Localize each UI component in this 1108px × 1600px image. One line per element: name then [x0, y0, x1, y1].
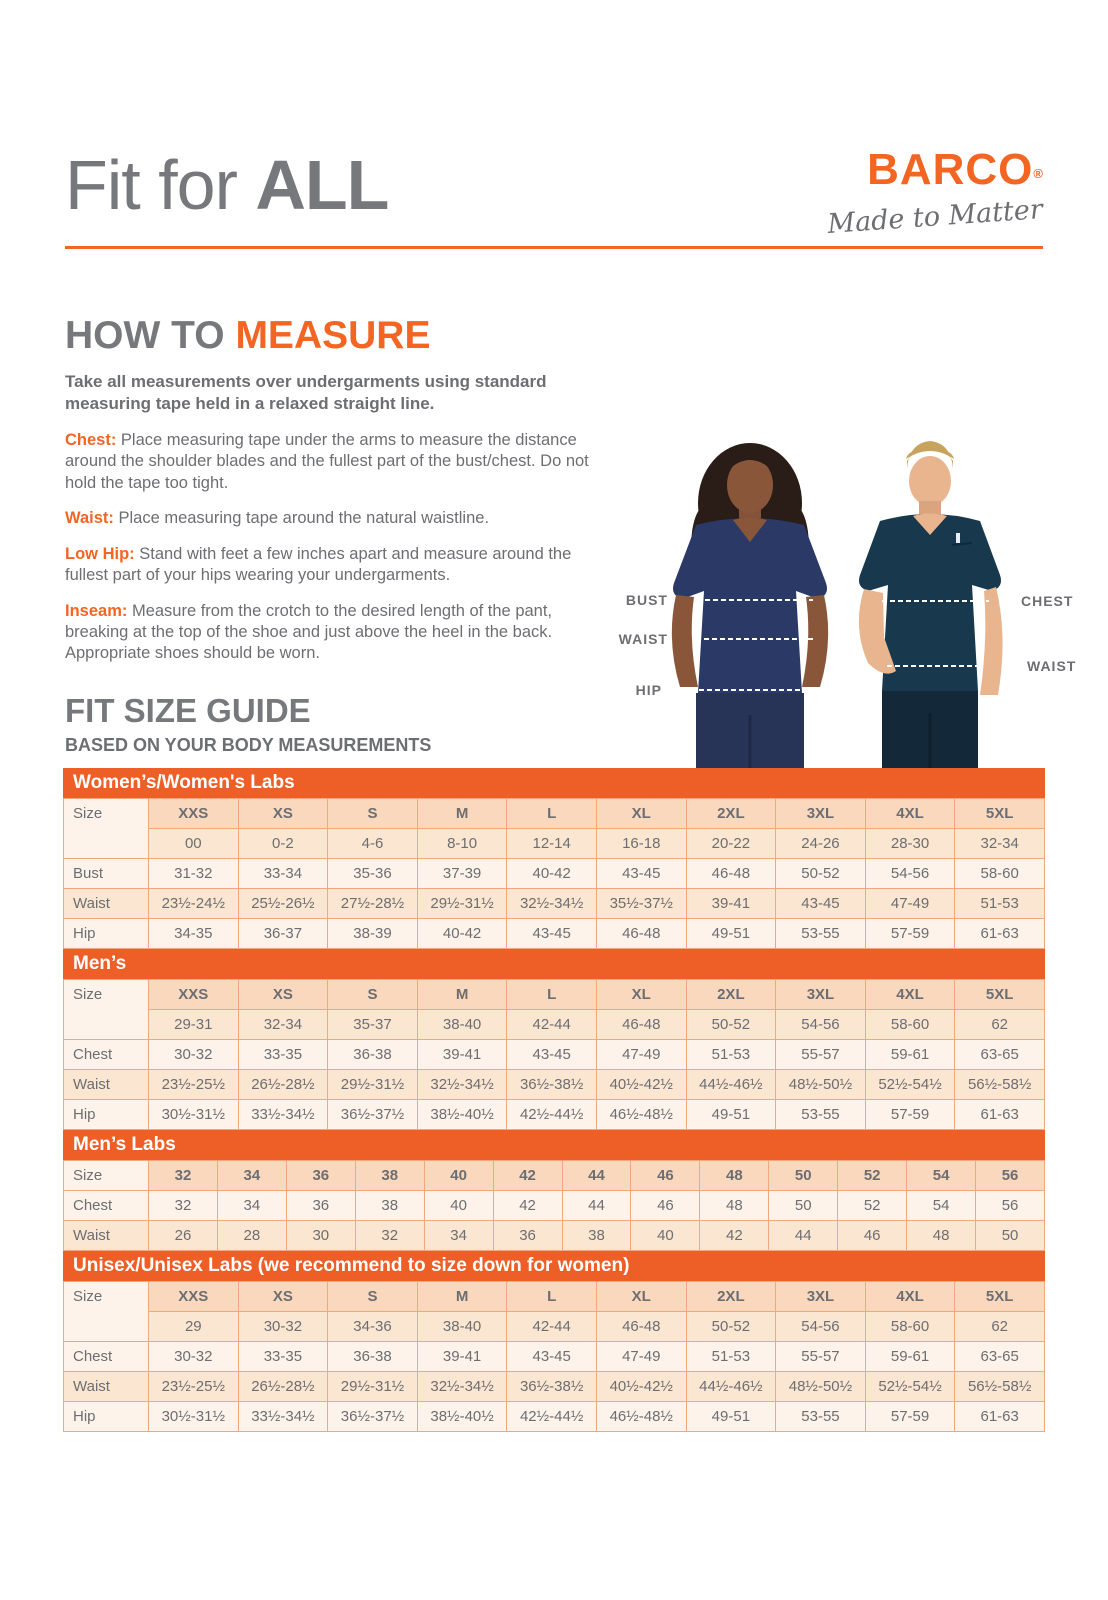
size-value-cell: 40	[424, 1191, 493, 1221]
waist-left-label: WAIST	[618, 631, 668, 647]
woman-scrub-top	[673, 518, 827, 693]
size-value-cell: 46	[631, 1191, 700, 1221]
size-value-cell: 36	[493, 1221, 562, 1251]
models-illustration	[600, 425, 1108, 769]
heading-orange-part: MEASURE	[235, 314, 431, 357]
size-value-cell: 62	[955, 1312, 1045, 1342]
size-value-cell: 28-30	[865, 829, 955, 859]
bust-label: BUST	[625, 592, 668, 608]
size-value-cell: 29-31	[149, 1010, 239, 1040]
size-value-cell: 53-55	[776, 1402, 866, 1432]
size-column-header: 2XL	[686, 980, 776, 1010]
size-value-cell: 29	[149, 1312, 239, 1342]
row-label-cell: Hip	[64, 919, 149, 949]
measure-item-text: Place measuring tape under the arms to measure the distance around the shoulder blades and the fullest part of the bust/chest. Do not hold the tape too tight.	[65, 430, 589, 492]
table-row	[64, 889, 1045, 919]
size-column-header: 3XL	[776, 980, 866, 1010]
size-value-cell: 39-41	[686, 889, 776, 919]
size-value-cell: 48	[700, 1191, 769, 1221]
size-value-cell: 44	[562, 1191, 631, 1221]
size-value-cell: 35½-37½	[596, 889, 686, 919]
page-title-light: Fit for	[65, 146, 256, 224]
size-value-cell: 56½-58½	[955, 1070, 1045, 1100]
brand-logo	[826, 145, 1045, 241]
measure-item-text: Measure from the crotch to the desired length of the pant, breaking at the top of the shoe and just above the heel in the back. Appropriate shoes should be worn.	[65, 601, 553, 663]
size-value-cell: 57-59	[865, 1402, 955, 1432]
size-value-cell: 36-38	[328, 1040, 418, 1070]
measure-intro: Take all measurements over undergarments using standard measuring tape held in a relaxed straight line.	[65, 372, 547, 414]
table-row	[64, 1372, 1045, 1402]
size-column-header: 50	[769, 1161, 838, 1191]
size-column-header: XS	[238, 799, 328, 829]
size-value-cell: 42	[493, 1191, 562, 1221]
size-value-cell: 43-45	[596, 859, 686, 889]
masthead	[65, 145, 1045, 244]
size-column-header: L	[507, 980, 597, 1010]
size-value-cell: 50	[769, 1191, 838, 1221]
size-value-cell: 52½-54½	[865, 1070, 955, 1100]
brand-name-row	[827, 145, 1043, 194]
size-column-header: 5XL	[955, 1282, 1045, 1312]
row-label-header: Size	[64, 799, 149, 859]
guide-subtitle: BASED ON YOUR BODY MEASUREMENTS	[65, 735, 432, 755]
size-column-header: 4XL	[865, 1282, 955, 1312]
size-value-cell: 59-61	[865, 1342, 955, 1372]
how-to-measure-heading	[65, 316, 625, 355]
size-column-header: 56	[976, 1161, 1045, 1191]
size-value-cell: 62	[955, 1010, 1045, 1040]
size-value-cell: 42-44	[507, 1010, 597, 1040]
size-value-cell: 12-14	[507, 829, 597, 859]
size-value-cell: 8-10	[417, 829, 507, 859]
size-value-cell: 61-63	[955, 1100, 1045, 1130]
size-value-cell: 23½-25½	[149, 1070, 239, 1100]
size-column-header: XXS	[149, 980, 239, 1010]
size-value-cell: 34-35	[149, 919, 239, 949]
table-header-row	[64, 1161, 1045, 1191]
size-value-cell: 29½-31½	[328, 1070, 418, 1100]
size-grid	[63, 798, 1045, 949]
how-to-measure-section	[65, 316, 625, 665]
size-column-header: XL	[596, 1282, 686, 1312]
size-value-cell: 46-48	[686, 859, 776, 889]
size-column-header: S	[328, 799, 418, 829]
measure-item-text: Place measuring tape around the natural waistline.	[113, 509, 490, 528]
size-value-cell: 36	[286, 1191, 355, 1221]
size-column-header: XL	[596, 799, 686, 829]
measure-item-label: Waist:	[65, 509, 114, 528]
row-label-cell: Hip	[64, 1402, 149, 1432]
table-header-row	[64, 799, 1045, 829]
size-column-header: M	[417, 799, 507, 829]
measure-item-inseam	[65, 601, 610, 665]
size-value-cell: 58-60	[955, 859, 1045, 889]
table-title-banner: Unisex/Unisex Labs (we recommend to size down for women)	[63, 1251, 1045, 1281]
size-value-cell: 30-32	[149, 1040, 239, 1070]
table-row	[64, 829, 1045, 859]
size-value-cell: 43-45	[776, 889, 866, 919]
size-column-header: XXS	[149, 1282, 239, 1312]
size-value-cell: 32-34	[238, 1010, 328, 1040]
size-value-cell: 47-49	[596, 1342, 686, 1372]
size-value-cell: 56½-58½	[955, 1372, 1045, 1402]
size-tables	[63, 768, 1045, 1432]
size-column-header: S	[328, 980, 418, 1010]
size-grid	[63, 1160, 1045, 1251]
size-value-cell: 33-35	[238, 1040, 328, 1070]
table-row	[64, 859, 1045, 889]
size-value-cell: 38-39	[328, 919, 418, 949]
man-right-arm	[980, 587, 1003, 695]
size-value-cell: 47-49	[865, 889, 955, 919]
size-column-header: M	[417, 980, 507, 1010]
size-value-cell: 43-45	[507, 919, 597, 949]
size-column-header: XS	[238, 1282, 328, 1312]
row-label-cell: Waist	[64, 889, 149, 919]
size-value-cell: 26	[149, 1221, 218, 1251]
size-value-cell: 57-59	[865, 919, 955, 949]
waist-right-label: WAIST	[1027, 658, 1077, 674]
size-value-cell: 36½-38½	[507, 1372, 597, 1402]
table-row	[64, 1040, 1045, 1070]
size-value-cell: 47-49	[596, 1040, 686, 1070]
size-column-header: 5XL	[955, 799, 1045, 829]
size-column-header: 5XL	[955, 980, 1045, 1010]
table-row	[64, 1100, 1045, 1130]
size-value-cell: 59-61	[865, 1040, 955, 1070]
size-value-cell: 35-36	[328, 859, 418, 889]
size-value-cell: 30½-31½	[149, 1402, 239, 1432]
size-value-cell: 61-63	[955, 919, 1045, 949]
size-column-header: 4XL	[865, 980, 955, 1010]
size-value-cell: 43-45	[507, 1342, 597, 1372]
size-column-header: 3XL	[776, 799, 866, 829]
size-value-cell: 54-56	[865, 859, 955, 889]
size-value-cell: 46-48	[596, 1010, 686, 1040]
size-value-cell: 34	[217, 1191, 286, 1221]
size-value-cell: 27½-28½	[328, 889, 418, 919]
size-value-cell: 50-52	[686, 1312, 776, 1342]
row-label-cell: Hip	[64, 1100, 149, 1130]
row-label-cell: Waist	[64, 1372, 149, 1402]
size-value-cell: 48	[907, 1221, 976, 1251]
measure-item-label: Chest:	[65, 430, 117, 449]
size-value-cell: 40½-42½	[596, 1070, 686, 1100]
table-header-row	[64, 1282, 1045, 1312]
size-value-cell: 53-55	[776, 919, 866, 949]
size-column-header: XS	[238, 980, 328, 1010]
size-value-cell: 50-52	[776, 859, 866, 889]
size-value-cell: 57-59	[865, 1100, 955, 1130]
size-value-cell: 38	[562, 1221, 631, 1251]
size-column-header: 2XL	[686, 1282, 776, 1312]
size-column-header: 34	[217, 1161, 286, 1191]
woman-left-arm	[672, 595, 698, 687]
size-value-cell: 0-2	[238, 829, 328, 859]
row-label-cell: Chest	[64, 1040, 149, 1070]
size-value-cell: 58-60	[865, 1010, 955, 1040]
size-value-cell: 42½-44½	[507, 1100, 597, 1130]
size-value-cell: 40-42	[417, 919, 507, 949]
size-value-cell: 38½-40½	[417, 1402, 507, 1432]
size-value-cell: 4-6	[328, 829, 418, 859]
size-value-cell: 44	[769, 1221, 838, 1251]
row-label-cell: Chest	[64, 1191, 149, 1221]
measure-item-label: Low Hip:	[65, 544, 135, 563]
size-value-cell: 00	[149, 829, 239, 859]
size-value-cell: 35-37	[328, 1010, 418, 1040]
size-column-header: XXS	[149, 799, 239, 829]
row-label-header: Size	[64, 980, 149, 1040]
size-value-cell: 23½-24½	[149, 889, 239, 919]
size-column-header: 40	[424, 1161, 493, 1191]
size-value-cell: 44½-46½	[686, 1372, 776, 1402]
size-value-cell: 51-53	[955, 889, 1045, 919]
table-title-banner: Men’s	[63, 949, 1045, 979]
size-value-cell: 38	[355, 1191, 424, 1221]
page-title	[65, 146, 389, 224]
size-grid	[63, 1281, 1045, 1432]
size-value-cell: 37-39	[417, 859, 507, 889]
size-column-header: S	[328, 1282, 418, 1312]
size-value-cell: 46	[838, 1221, 907, 1251]
size-value-cell: 24-26	[776, 829, 866, 859]
size-value-cell: 25½-26½	[238, 889, 328, 919]
measure-item-text: Stand with feet a few inches apart and measure around the fullest part of your hips wearing your undergarments.	[65, 544, 572, 585]
size-value-cell: 54-56	[776, 1010, 866, 1040]
table-unisex	[63, 1251, 1045, 1432]
size-value-cell: 51-53	[686, 1342, 776, 1372]
table-row	[64, 919, 1045, 949]
measure-item-chest	[65, 430, 610, 494]
size-value-cell: 33-35	[238, 1342, 328, 1372]
table-row	[64, 1342, 1045, 1372]
size-value-cell: 48½-50½	[776, 1372, 866, 1402]
brand-name: BARCO	[867, 145, 1034, 194]
size-value-cell: 42½-44½	[507, 1402, 597, 1432]
size-value-cell: 46½-48½	[596, 1402, 686, 1432]
size-value-cell: 16-18	[596, 829, 686, 859]
size-column-header: 38	[355, 1161, 424, 1191]
man-pocket-pen	[956, 533, 960, 543]
size-value-cell: 52½-54½	[865, 1372, 955, 1402]
size-value-cell: 33½-34½	[238, 1402, 328, 1432]
size-value-cell: 20-22	[686, 829, 776, 859]
size-value-cell: 38½-40½	[417, 1100, 507, 1130]
woman-face	[727, 457, 773, 513]
size-value-cell: 29½-31½	[417, 889, 507, 919]
size-value-cell: 30-32	[149, 1342, 239, 1372]
size-column-header: 44	[562, 1161, 631, 1191]
table-row	[64, 1402, 1045, 1432]
size-value-cell: 32	[149, 1191, 218, 1221]
size-value-cell: 32	[355, 1221, 424, 1251]
orange-divider	[65, 246, 1043, 249]
size-value-cell: 32½-34½	[507, 889, 597, 919]
size-value-cell: 42-44	[507, 1312, 597, 1342]
size-value-cell: 36½-37½	[328, 1402, 418, 1432]
size-value-cell: 33-34	[238, 859, 328, 889]
table-row	[64, 1070, 1045, 1100]
size-value-cell: 30	[286, 1221, 355, 1251]
table-mens-labs	[63, 1130, 1045, 1251]
size-value-cell: 51-53	[686, 1040, 776, 1070]
heading-gray-part: HOW TO	[65, 314, 236, 357]
size-value-cell: 52	[838, 1191, 907, 1221]
models-photo	[600, 425, 1108, 769]
size-column-header: XL	[596, 980, 686, 1010]
size-value-cell: 55-57	[776, 1040, 866, 1070]
size-value-cell: 54-56	[776, 1312, 866, 1342]
size-value-cell: 40	[631, 1221, 700, 1251]
fit-size-guide-heading	[65, 694, 431, 756]
size-value-cell: 36½-37½	[328, 1100, 418, 1130]
size-column-header: L	[507, 799, 597, 829]
size-value-cell: 32-34	[955, 829, 1045, 859]
size-value-cell: 40-42	[507, 859, 597, 889]
size-value-cell: 38-40	[417, 1010, 507, 1040]
size-value-cell: 29½-31½	[328, 1372, 418, 1402]
woman-right-arm	[802, 595, 828, 687]
size-column-header: 2XL	[686, 799, 776, 829]
table-row	[64, 1010, 1045, 1040]
table-row	[64, 1221, 1045, 1251]
size-value-cell: 34	[424, 1221, 493, 1251]
size-value-cell: 61-63	[955, 1402, 1045, 1432]
size-value-cell: 49-51	[686, 1100, 776, 1130]
table-womens	[63, 768, 1045, 949]
table-title-banner: Men’s Labs	[63, 1130, 1045, 1160]
row-label-cell: Waist	[64, 1221, 149, 1251]
table-title-banner: Women’s/Women's Labs	[63, 768, 1045, 798]
size-column-header: 3XL	[776, 1282, 866, 1312]
guide-title: FIT SIZE GUIDE	[65, 692, 311, 729]
size-value-cell: 31-32	[149, 859, 239, 889]
size-column-header: 32	[149, 1161, 218, 1191]
size-value-cell: 46-48	[596, 919, 686, 949]
row-label-header: Size	[64, 1282, 149, 1342]
size-value-cell: 39-41	[417, 1040, 507, 1070]
man-face	[909, 456, 951, 506]
size-value-cell: 28	[217, 1221, 286, 1251]
size-value-cell: 40½-42½	[596, 1372, 686, 1402]
size-column-header: 4XL	[865, 799, 955, 829]
size-value-cell: 36-37	[238, 919, 328, 949]
size-grid	[63, 979, 1045, 1130]
size-value-cell: 33½-34½	[238, 1100, 328, 1130]
measure-item-label: Inseam:	[65, 601, 128, 620]
size-value-cell: 30-32	[238, 1312, 328, 1342]
row-label-cell: Waist	[64, 1070, 149, 1100]
size-value-cell: 32½-34½	[417, 1372, 507, 1402]
size-value-cell: 38-40	[417, 1312, 507, 1342]
size-value-cell: 46-48	[596, 1312, 686, 1342]
size-value-cell: 36-38	[328, 1342, 418, 1372]
size-value-cell: 26½-28½	[238, 1070, 328, 1100]
size-value-cell: 48½-50½	[776, 1070, 866, 1100]
size-value-cell: 49-51	[686, 919, 776, 949]
size-column-header: 52	[838, 1161, 907, 1191]
size-value-cell: 26½-28½	[238, 1372, 328, 1402]
table-mens	[63, 949, 1045, 1130]
size-value-cell: 34-36	[328, 1312, 418, 1342]
size-value-cell: 42	[700, 1221, 769, 1251]
hip-label: HIP	[635, 682, 662, 698]
row-label-header: Size	[64, 1161, 149, 1191]
brand-tagline: Made to Matter	[826, 194, 1045, 241]
size-value-cell: 63-65	[955, 1342, 1045, 1372]
size-column-header: 36	[286, 1161, 355, 1191]
size-value-cell: 56	[976, 1191, 1045, 1221]
size-value-cell: 53-55	[776, 1100, 866, 1130]
size-value-cell: 32½-34½	[417, 1070, 507, 1100]
table-row	[64, 1312, 1045, 1342]
size-value-cell: 43-45	[507, 1040, 597, 1070]
size-value-cell: 30½-31½	[149, 1100, 239, 1130]
measure-item-waist	[65, 508, 610, 529]
registered-mark-icon: ®	[1033, 166, 1043, 181]
size-value-cell: 50-52	[686, 1010, 776, 1040]
row-label-cell: Chest	[64, 1342, 149, 1372]
size-value-cell: 39-41	[417, 1342, 507, 1372]
size-value-cell: 50	[976, 1221, 1045, 1251]
measure-item-low-hip	[65, 544, 610, 587]
size-value-cell: 36½-38½	[507, 1070, 597, 1100]
page-title-bold: ALL	[255, 146, 389, 224]
size-column-header: 42	[493, 1161, 562, 1191]
size-value-cell: 63-65	[955, 1040, 1045, 1070]
table-row	[64, 1191, 1045, 1221]
chest-label: CHEST	[1021, 593, 1074, 609]
size-value-cell: 55-57	[776, 1342, 866, 1372]
size-value-cell: 54	[907, 1191, 976, 1221]
size-column-header: M	[417, 1282, 507, 1312]
size-column-header: L	[507, 1282, 597, 1312]
row-label-cell: Bust	[64, 859, 149, 889]
size-column-header: 54	[907, 1161, 976, 1191]
size-value-cell: 23½-25½	[149, 1372, 239, 1402]
size-value-cell: 44½-46½	[686, 1070, 776, 1100]
size-value-cell: 49-51	[686, 1402, 776, 1432]
size-value-cell: 46½-48½	[596, 1100, 686, 1130]
size-column-header: 46	[631, 1161, 700, 1191]
size-column-header: 48	[700, 1161, 769, 1191]
size-value-cell: 58-60	[865, 1312, 955, 1342]
table-header-row	[64, 980, 1045, 1010]
